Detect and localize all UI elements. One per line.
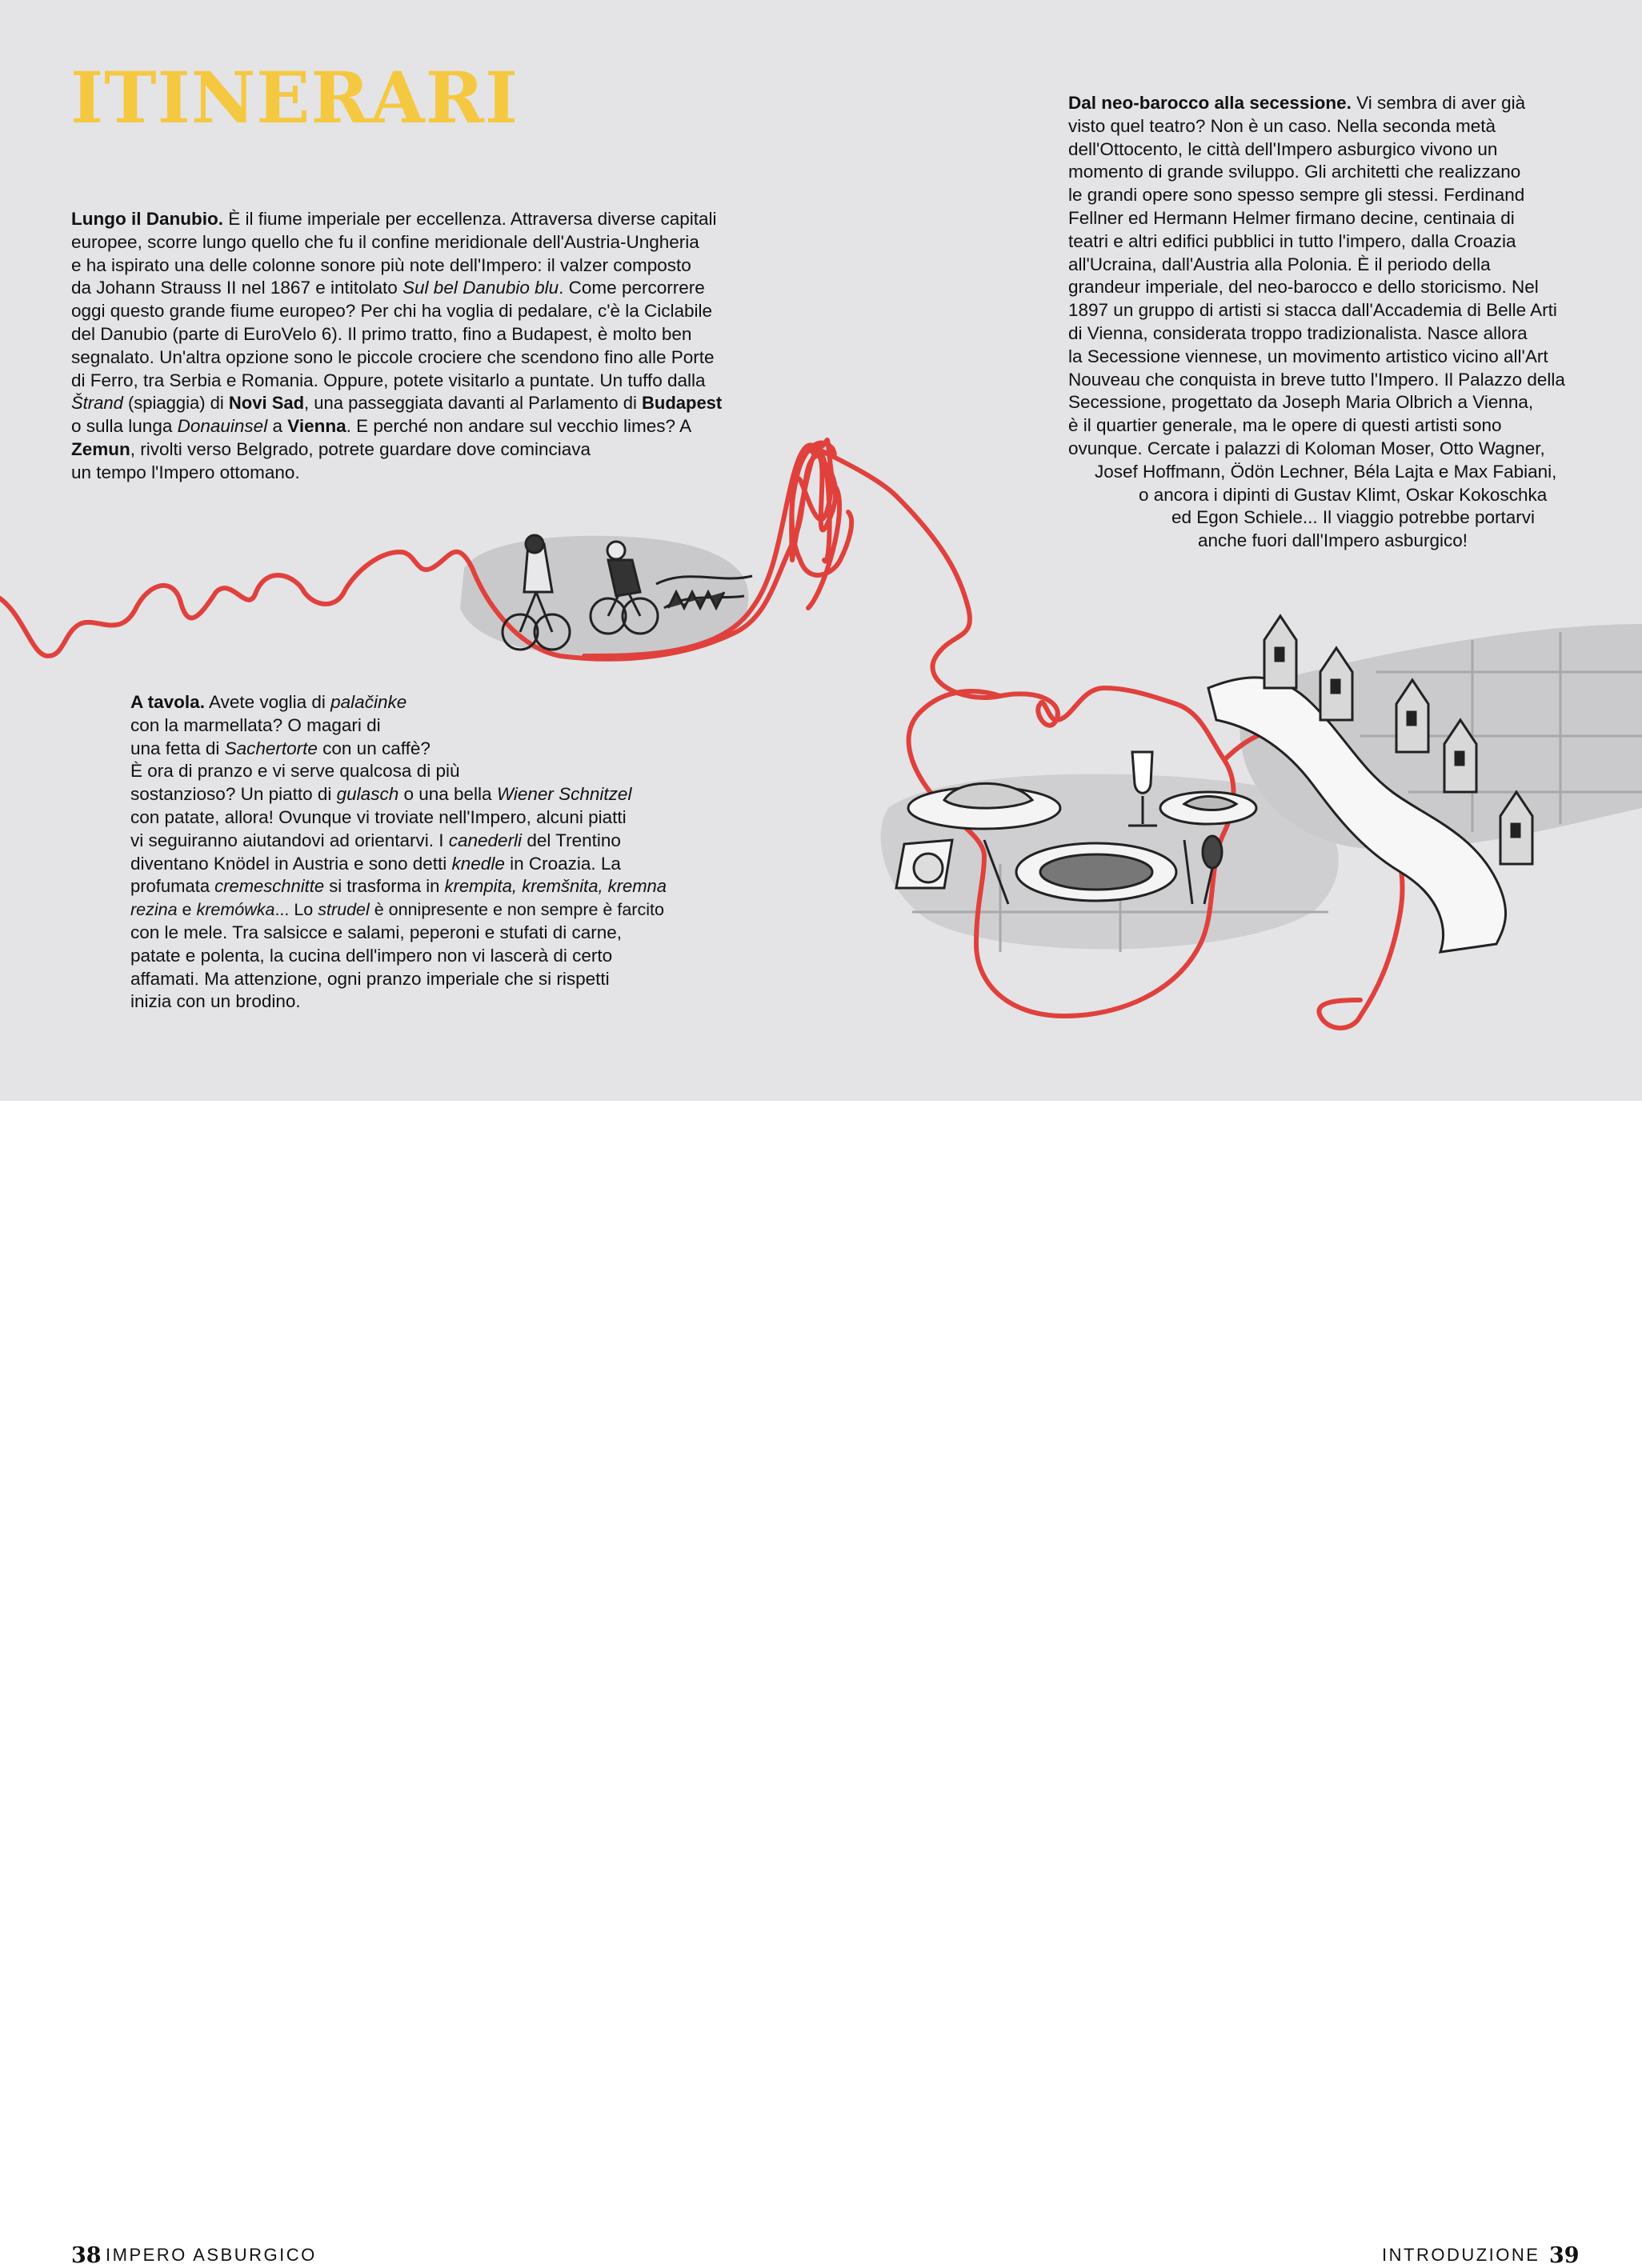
danubio-heading: Lungo il Danubio. xyxy=(71,209,223,229)
text-line: del Danubio (parte di EuroVelo 6). Il primo tratto, fino a Budapest, è molto ben xyxy=(71,323,692,344)
tavola-heading: A tavola. xyxy=(130,692,205,712)
text-line: ed Egon Schiele... Il viaggio potrebbe portarvi xyxy=(1171,507,1536,528)
bold-place: Budapest xyxy=(642,393,723,414)
text-line: momento di grande sviluppo. Gli architetti che realizzano xyxy=(1068,162,1521,182)
text-line: si trasforma in xyxy=(324,876,445,897)
italic-term: rezina xyxy=(130,900,178,920)
text-line: sostanzioso? Un piatto di xyxy=(130,784,337,805)
text-line: con un caffè? xyxy=(317,738,431,758)
text-line: o ancora i dipinti di Gustav Klimt, Oskar Kokoschka xyxy=(1139,484,1548,505)
text-line: È ora di pranzo e vi serve qualcosa di più xyxy=(130,761,460,782)
secessione-paragraph xyxy=(1068,92,1568,553)
italic-term: kremówka xyxy=(196,900,275,920)
danubio-paragraph xyxy=(71,208,721,485)
italic-term: Donauinsel xyxy=(177,416,268,437)
page-title: ITINERARI xyxy=(70,56,519,139)
text-line: un tempo l'Impero ottomano. xyxy=(71,462,300,482)
italic-term: knedle xyxy=(451,853,505,874)
text-line: teatri e altri edifici pubblici in tutto l'impero, dalla Croazia xyxy=(1068,230,1516,251)
text-line: con la marmellata? O magari di xyxy=(130,714,381,735)
italic-term: strudel xyxy=(318,900,370,920)
italic-term: gulasch xyxy=(336,784,399,805)
text-line: ... Lo xyxy=(274,900,318,920)
text-line: , una passeggiata davanti al Parlamento di xyxy=(304,393,642,414)
text-line: inizia con un brodino. xyxy=(130,991,301,1012)
text-line: e xyxy=(177,900,197,920)
text-line: Secessione, progettato da Joseph Maria Olbrich a Vienna, xyxy=(1068,392,1534,413)
text-line: dell'Ottocento, le città dell'Impero asburgico vivono un xyxy=(1068,138,1498,159)
italic-term: palačinke xyxy=(330,692,407,712)
text-line: È il fiume imperiale per eccellenza. Attraversa diverse capitali xyxy=(222,209,717,229)
right-page-number: 39 xyxy=(1549,2243,1580,2268)
text-line: profumata xyxy=(130,876,215,897)
text-line: con le mele. Tra salsicce e salami, peperoni e stufati di carne, xyxy=(130,922,623,942)
text-line: la Secessione viennese, un movimento artistico vicino all'Art xyxy=(1068,346,1548,366)
italic-title: Sul bel Danubio blu xyxy=(402,278,559,298)
bold-place: Zemun xyxy=(71,438,130,459)
italic-term: cremeschnitte xyxy=(214,876,325,897)
text-line: 1897 un gruppo di artisti si stacca dall'Accademia di Belle Arti xyxy=(1068,300,1557,321)
text-line: (spiaggia) di xyxy=(122,393,229,414)
text-line: con patate, allora! Ovunque vi troviate nell'Impero, alcuni piatti xyxy=(130,806,627,827)
text-line: del Trentino xyxy=(522,830,621,850)
text-line: Vi sembra di aver già xyxy=(1351,93,1526,113)
text-line: . Come percorrere xyxy=(559,278,705,298)
tavola-paragraph xyxy=(130,691,667,1014)
text-line: visto quel teatro? Non è un caso. Nella seconda metà xyxy=(1068,115,1496,136)
text-line: da Johann Strauss II nel 1867 e intitolato xyxy=(71,278,403,298)
italic-term: Wiener Schnitzel xyxy=(496,784,632,805)
text-line: in Croazia. La xyxy=(504,853,621,874)
text-line: o una bella xyxy=(398,784,497,805)
text-line: le grandi opere sono spesso sempre gli stessi. Ferdinand xyxy=(1068,185,1525,206)
left-running-head: IMPERO ASBURGICO xyxy=(106,2245,317,2265)
secessione-heading: Dal neo-barocco alla secessione. xyxy=(1068,93,1352,113)
text-line: europee, scorre lungo quello che fu il confine meridionale dell'Austria-Ungheria xyxy=(71,231,699,252)
text-line: segnalato. Un'altra opzione sono le piccole crociere che scendono fino alle Porte xyxy=(71,346,715,367)
text-line: di Vienna, considerata troppo tradizionalista. Nasce allora xyxy=(1068,322,1528,343)
text-line: Nouveau che conquista in breve tutto l'Impero. Il Palazzo della xyxy=(1068,369,1565,390)
text-line: anche fuori dall'Impero asburgico! xyxy=(1198,530,1468,551)
text-line: , rivolti verso Belgrado, potrete guardare dove cominciava xyxy=(130,438,591,459)
text-line: e ha ispirato una delle colonne sonore più note dell'Impero: il valzer composto xyxy=(71,254,691,275)
text-line: Fellner ed Hermann Helmer firmano decine, centinaia di xyxy=(1068,207,1515,228)
italic-term: Štrand xyxy=(71,393,123,414)
italic-term: canederli xyxy=(448,830,523,850)
text-line: è il quartier generale, ma le opere di questi artisti sono xyxy=(1068,415,1502,436)
book-spread xyxy=(0,0,1642,1101)
left-page-number: 38 xyxy=(71,2243,102,2268)
text-line: affamati. Ma attenzione, ogni pranzo imperiale che si rispetti xyxy=(130,968,610,989)
page-footer xyxy=(0,1101,1642,2268)
italic-term: Sachertorte xyxy=(224,738,318,758)
right-running-head: INTRODUZIONE xyxy=(1382,2245,1540,2265)
text-line: a xyxy=(267,416,288,437)
text-line: . E perché non andare sul vecchio limes? A xyxy=(346,416,692,437)
bold-place: Novi Sad xyxy=(228,393,305,414)
bold-place: Vienna xyxy=(287,416,346,437)
italic-term: krempita, kremšnita, kremna xyxy=(444,876,667,897)
text-line: una fetta di xyxy=(130,738,225,758)
text-line: all'Ucraina, dall'Austria alla Polonia. È il periodo della xyxy=(1068,254,1491,274)
text-line: o sulla lunga xyxy=(71,416,178,437)
text-line: è onnipresente e non sempre è farcito xyxy=(369,900,664,920)
text-line: ovunque. Cercate i palazzi di Koloman Moser, Otto Wagner, xyxy=(1068,438,1545,458)
text-line: diventano Knödel in Austria e sono detti xyxy=(130,853,452,874)
text-line: di Ferro, tra Serbia e Romania. Oppure, potete visitarlo a puntate. Un tuffo dalla xyxy=(71,370,706,390)
text-line: patate e polenta, la cucina dell'impero non vi lascerà di certo xyxy=(130,945,613,966)
text-line: Josef Hoffmann, Ödön Lechner, Béla Lajta e Max Fabiani, xyxy=(1095,461,1557,482)
text-line: oggi questo grande fiume europeo? Per chi ha voglia di pedalare, c'è la Ciclabile xyxy=(71,301,713,322)
text-line: Avete voglia di xyxy=(204,692,331,712)
text-line: grandeur imperiale, del neo-barocco e dello storicismo. Nel xyxy=(1068,277,1539,298)
text-line: vi seguiranno aiutandovi ad orientarvi. I xyxy=(130,830,449,850)
